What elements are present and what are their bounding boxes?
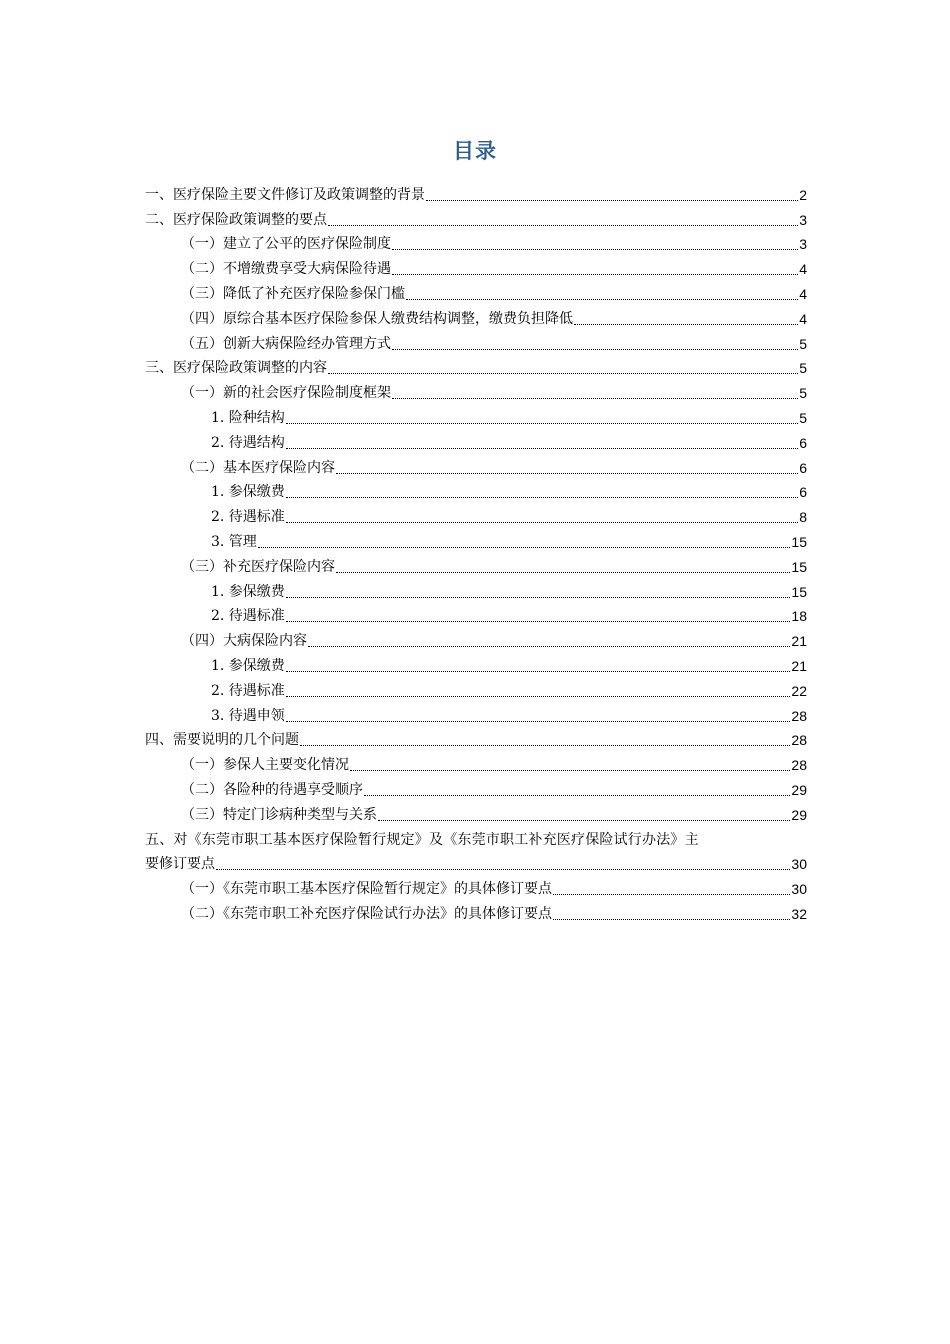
toc-page-number: 28 — [791, 707, 807, 724]
toc-entry[interactable] — [145, 180, 807, 205]
toc-page-number: 30 — [791, 881, 807, 898]
dot-leader — [392, 274, 798, 275]
toc-page-number: 15 — [791, 533, 807, 550]
dot-leader — [364, 795, 790, 796]
toc-page-number: 6 — [799, 434, 807, 451]
toc-entry[interactable] — [145, 800, 807, 825]
toc-page-number: 6 — [799, 484, 807, 501]
dot-leader — [392, 398, 798, 399]
toc-entry-text: 三、医疗保险政策调整的内容 — [145, 360, 327, 377]
dot-leader — [258, 547, 791, 548]
toc-page-number: 5 — [799, 360, 807, 377]
dot-leader — [392, 249, 798, 250]
dot-leader — [286, 423, 798, 424]
toc-entry-text-line2: 要修订要点 — [145, 856, 215, 873]
dot-leader — [286, 721, 791, 722]
toc-page-number: 21 — [791, 633, 807, 650]
toc-entry-text: （五）创新大病保险经办管理方式 — [181, 335, 391, 352]
dot-leader — [406, 299, 798, 300]
toc-entry-text: （一）新的社会医疗保险制度框架 — [181, 385, 391, 402]
toc-page-number: 2 — [799, 186, 807, 203]
dot-leader — [553, 894, 790, 895]
toc-entry-text: 2. 待遇标准 — [211, 509, 285, 526]
toc-page-number: 28 — [791, 757, 807, 774]
toc-entry[interactable] — [145, 899, 807, 924]
toc-entry-text: （四）大病保险内容 — [181, 633, 307, 650]
toc-page-number: 15 — [791, 558, 807, 575]
toc-entry-text: 2. 待遇结构 — [211, 434, 285, 451]
toc-page-number: 4 — [799, 261, 807, 278]
toc-entry-text: 1. 险种结构 — [211, 409, 285, 426]
dot-leader — [286, 448, 798, 449]
toc-entry-line2 — [145, 850, 807, 875]
toc-page-number: 4 — [799, 285, 807, 302]
toc-entry-text: （三）补充医疗保险内容 — [181, 558, 335, 575]
toc-entry[interactable] — [145, 750, 807, 775]
toc-entry[interactable] — [145, 502, 807, 527]
toc-entry-text: 2. 待遇标准 — [211, 608, 285, 625]
toc-entry[interactable] — [145, 874, 807, 899]
toc-page-number: 29 — [791, 781, 807, 798]
toc-page-number: 30 — [791, 856, 807, 873]
toc-entry-text-line1: 五、对《东莞市职工基本医疗保险暂行规定》及《东莞市职工补充医疗保险试行办法》主 — [145, 831, 699, 848]
toc-page-number: 29 — [791, 806, 807, 823]
toc-entry[interactable] — [145, 205, 807, 230]
dot-leader — [286, 597, 791, 598]
dot-leader — [286, 497, 798, 498]
dot-leader — [328, 373, 798, 374]
toc-entry[interactable] — [145, 230, 807, 255]
toc-entry[interactable] — [145, 478, 807, 503]
toc-page-number: 28 — [791, 732, 807, 749]
toc-entry-text: 3. 待遇申领 — [211, 707, 285, 724]
toc-entry[interactable] — [145, 577, 807, 602]
toc-page-number: 8 — [799, 509, 807, 526]
toc-entry-text: 1. 参保缴费 — [211, 583, 285, 600]
table-of-contents — [145, 180, 807, 924]
toc-page-number: 18 — [791, 608, 807, 625]
toc-page-number: 5 — [799, 409, 807, 426]
toc-entry-text: （二）基本医疗保险内容 — [181, 459, 335, 476]
toc-entry[interactable] — [145, 701, 807, 726]
dot-leader — [336, 473, 798, 474]
toc-entry[interactable] — [145, 329, 807, 354]
toc-entry-text: （二）不增缴费享受大病保险待遇 — [181, 261, 391, 278]
toc-entry-text: （一）《东莞市职工基本医疗保险暂行规定》的具体修订要点 — [181, 881, 552, 898]
toc-entry[interactable] — [145, 602, 807, 627]
dot-leader — [216, 869, 790, 870]
toc-entry-text: 四、需要说明的几个问题 — [145, 732, 299, 749]
toc-entry[interactable] — [145, 453, 807, 478]
toc-entry[interactable] — [145, 552, 807, 577]
toc-entry[interactable] — [145, 626, 807, 651]
toc-entry-text: 一、医疗保险主要文件修订及政策调整的背景 — [145, 186, 425, 203]
dot-leader — [286, 671, 791, 672]
dot-leader — [336, 572, 790, 573]
toc-entry[interactable] — [145, 527, 807, 552]
toc-entry[interactable] — [145, 428, 807, 453]
toc-entry-text: 3. 管理 — [211, 533, 257, 550]
toc-entry-text: 1. 参保缴费 — [211, 484, 285, 501]
toc-page-number: 32 — [791, 905, 807, 922]
toc-entry[interactable] — [145, 354, 807, 379]
dot-leader — [308, 646, 790, 647]
toc-page-number: 5 — [799, 385, 807, 402]
toc-entry-text: （二）《东莞市职工补充医疗保险试行办法》的具体修订要点 — [181, 905, 552, 922]
dot-leader — [392, 349, 798, 350]
toc-page-number: 6 — [799, 459, 807, 476]
dot-leader — [286, 522, 798, 523]
dot-leader — [328, 225, 798, 226]
toc-entry-text: （四）原综合基本医疗保险参保人缴费结构调整，缴费负担降低 — [181, 310, 573, 327]
toc-entry[interactable] — [145, 726, 807, 751]
toc-entry[interactable] — [145, 825, 807, 875]
dot-leader — [426, 200, 798, 201]
toc-entry-text: （一）建立了公平的医疗保险制度 — [181, 236, 391, 253]
toc-entry-text: （三）特定门诊病种类型与关系 — [181, 806, 377, 823]
toc-page-number: 15 — [791, 583, 807, 600]
toc-page-number: 3 — [799, 211, 807, 228]
toc-entry[interactable] — [145, 304, 807, 329]
toc-entry-text: 2. 待遇标准 — [211, 682, 285, 699]
toc-page-number: 21 — [791, 657, 807, 674]
dot-leader — [300, 745, 790, 746]
toc-title: 目录 — [453, 138, 497, 163]
dot-leader — [574, 324, 798, 325]
toc-entry[interactable] — [145, 378, 807, 403]
toc-entry[interactable] — [145, 254, 807, 279]
toc-entry[interactable] — [145, 775, 807, 800]
dot-leader — [286, 696, 791, 697]
toc-page-number: 5 — [799, 335, 807, 352]
toc-entry[interactable] — [145, 651, 807, 676]
dot-leader — [286, 621, 791, 622]
dot-leader — [378, 820, 790, 821]
dot-leader — [553, 919, 790, 920]
toc-entry-text: 二、医疗保险政策调整的要点 — [145, 211, 327, 228]
toc-entry-text: （二）各险种的待遇享受顺序 — [181, 781, 363, 798]
toc-entry[interactable] — [145, 279, 807, 304]
dot-leader — [350, 770, 790, 771]
toc-entry[interactable] — [145, 403, 807, 428]
toc-entry[interactable] — [145, 676, 807, 701]
toc-entry-text: （一）参保人主要变化情况 — [181, 757, 349, 774]
toc-entry-text: （三）降低了补充医疗保险参保门槛 — [181, 285, 405, 302]
toc-page-number: 3 — [799, 236, 807, 253]
toc-page-number: 22 — [791, 682, 807, 699]
toc-entry-text: 1. 参保缴费 — [211, 657, 285, 674]
toc-page-number: 4 — [799, 310, 807, 327]
